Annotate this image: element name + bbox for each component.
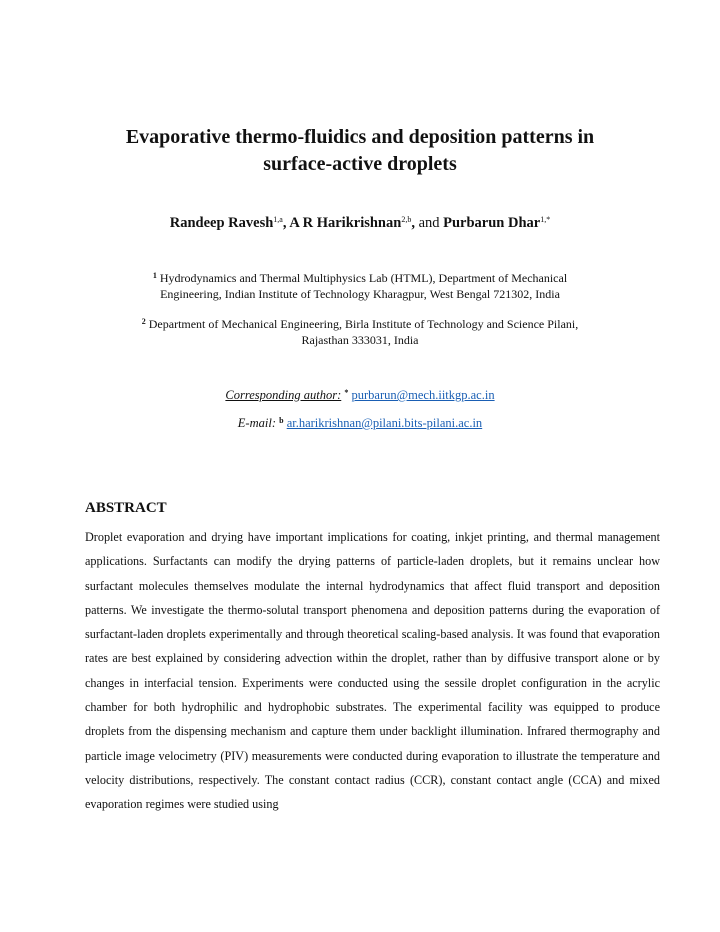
- contact-mark: b: [279, 416, 284, 425]
- author-list: [60, 213, 660, 233]
- corresponding-email-link[interactable]: purbarun@mech.iitkgp.ac.in: [351, 388, 495, 402]
- affiliation-number: 1: [152, 271, 157, 280]
- abstract-heading: ABSTRACT: [85, 500, 167, 516]
- affiliation-number: 2: [141, 317, 146, 326]
- paper-title: [60, 124, 660, 178]
- email-contact: [60, 415, 660, 431]
- email-link[interactable]: ar.harikrishnan@pilani.bits-pilani.ac.in: [286, 416, 483, 430]
- author-name: A R Harikrishnan: [289, 215, 402, 231]
- contact-mark: *: [344, 388, 349, 397]
- affiliation-line: Department of Mechanical Engineering, Birla Institute of Technology and Science Pilani,: [148, 317, 579, 331]
- author-separator: ,: [282, 215, 290, 231]
- author-affiliation-mark: 2,b: [401, 215, 412, 224]
- title-line-1: Evaporative thermo-fluidics and deposition patterns in: [125, 126, 595, 148]
- affiliation-1: [90, 270, 630, 302]
- email-label: E-mail:: [237, 416, 276, 430]
- author-separator: ,: [411, 215, 415, 231]
- corresponding-author: [60, 387, 660, 403]
- author-affiliation-mark: 1,*: [540, 215, 551, 224]
- author-affiliation-mark: 1,a: [273, 215, 283, 224]
- author-name: Randeep Ravesh: [169, 215, 274, 231]
- affiliation-line: Engineering, Indian Institute of Technology Kharagpur, West Bengal 721302, India: [160, 287, 560, 301]
- author-name: Purbarun Dhar: [443, 215, 541, 231]
- abstract-text: Droplet evaporation and drying have important implications for coating, inkjet printing, and thermal management applications. Surfactants can modify the drying patterns of particle-laden droplets, but it remains unclear how surfactant molecules themselves modulate the internal hydrodynamics that affect fluid transport and deposition patterns. We investigate the thermo-solutal transport phenomena and deposition patterns during the evaporation of surfactant-laden droplets experimentally and through theoretical scaling-based analysis. It was found that evaporation rates are best explained by considering advection within the droplet, rather than by diffusive transport alone or by changes in interfacial tension. Experiments were conducted using the sessile droplet configuration in the acrylic chamber for both hydrophilic and hydrophobic substrates. The experimental facility was equipped to produce droplets from the dispensing mechanism and capture them under backlight illumination. Infrared thermography and particle image velocimetry (PIV) measurements were conducted during evaporation to illustrate the temperature and velocity distributions, respectively. The constant contact radius (CCR), constant contact angle (CCA) and mixed evaporation regimes were studied using: [85, 530, 660, 812]
- title-line-2: surface-active droplets: [263, 153, 457, 175]
- author-and: and: [418, 215, 440, 231]
- affiliation-line: Rajasthan 333031, India: [301, 333, 419, 347]
- corresponding-author-label: Corresponding author:: [225, 388, 342, 402]
- affiliation-2: [90, 316, 630, 348]
- affiliation-line: Hydrodynamics and Thermal Multiphysics Lab (HTML), Department of Mechanical: [159, 271, 568, 285]
